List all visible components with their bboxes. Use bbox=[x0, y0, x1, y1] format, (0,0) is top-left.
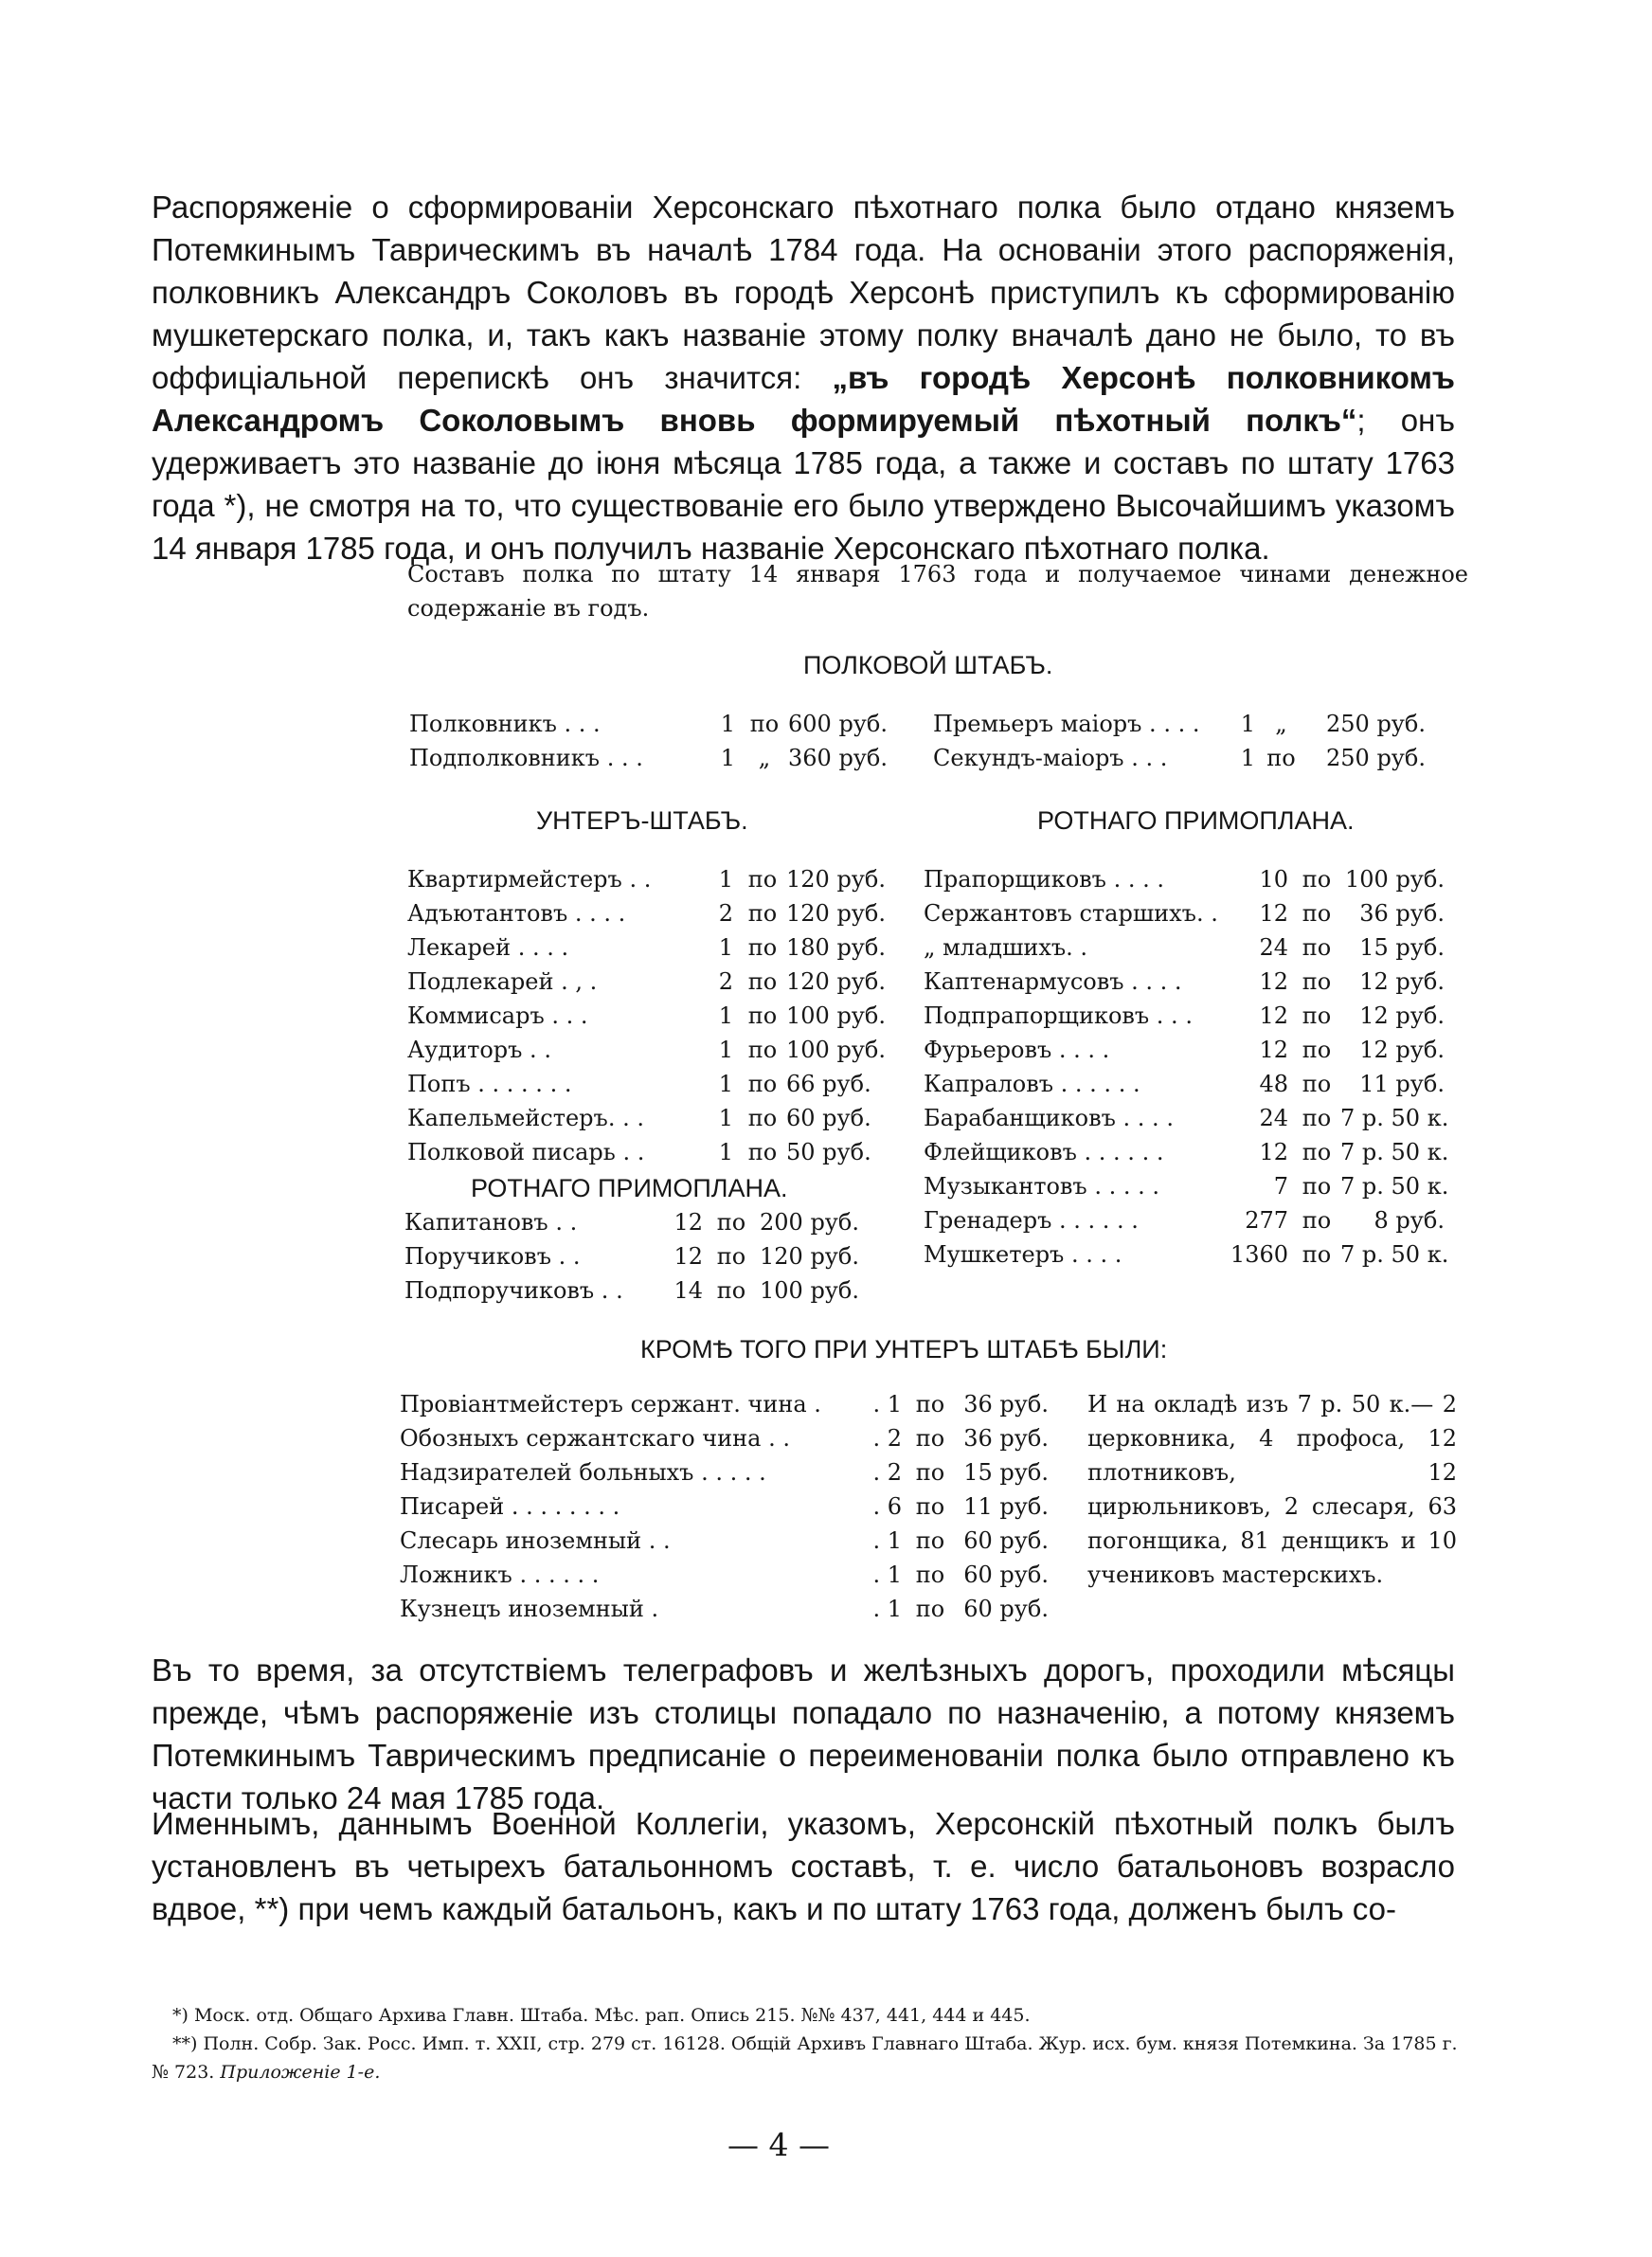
table-row bbox=[404, 1239, 859, 1273]
rank-pay: 100 руб. bbox=[1345, 866, 1445, 893]
table-row bbox=[924, 1101, 1473, 1135]
table-row bbox=[400, 1490, 1053, 1524]
table-row bbox=[924, 1237, 1473, 1272]
rank-per: по bbox=[915, 1391, 945, 1417]
rank-per: по bbox=[1302, 1207, 1332, 1234]
table-row bbox=[924, 930, 1473, 965]
additional-staff-note: И на окладѣ изъ 7 р. 50 к.— 2 церковника, 4 профоса, 12 плотниковъ, 12 цирюльниковъ, 2 слесаря, 63 погонщика, 81 денщикъ и 10 учениковъ мастерскихъ. bbox=[1087, 1391, 1457, 1588]
rank-label: Коммисаръ . . . bbox=[407, 1002, 588, 1029]
rank-label: Писарей . . . . . . . . bbox=[400, 1493, 620, 1520]
rank-label: Слесарь иноземный . . bbox=[400, 1527, 671, 1554]
rank-per: „ bbox=[1275, 711, 1287, 737]
company-ranks-table bbox=[924, 862, 1473, 1272]
rank-pay: 11 руб. bbox=[1359, 1071, 1445, 1097]
rank-pay: 36 руб. bbox=[963, 1391, 1049, 1417]
rank-label: Провіантмейстеръ сержант. чина . bbox=[400, 1391, 821, 1417]
table-row bbox=[924, 862, 1473, 896]
rank-count: . 6 bbox=[872, 1493, 902, 1520]
rank-pay: 36 руб. bbox=[1359, 900, 1445, 927]
rank-count: 2 bbox=[718, 900, 733, 927]
table-row bbox=[400, 1558, 1053, 1592]
rank-label: Секундъ-маіоръ . . . bbox=[933, 745, 1168, 771]
paragraph-2: Въ то время, за отсутствіемъ телеграфовъ и желѣзныхъ дорогъ, проходили мѣсяцы прежде, чѣмъ распоряженіе изъ столицы попадало по назначенію, а потому княземъ Потемкинымъ Таврическимъ предписаніе о переименованіи полка было отправлено къ части только 24 мая 1785 года. bbox=[152, 1652, 1455, 1815]
rank-count: 1 bbox=[718, 1037, 733, 1063]
heading-additional: КРОМѢ ТОГО ПРИ УНТЕРЪ ШТАБѢ БЫЛИ: bbox=[640, 1335, 1168, 1363]
footnote-1: *) Моск. отд. Общаго Архива Главн. Штаба. Мѣс. рап. Опись 215. №№ 437, 441, 444 и 445. bbox=[172, 2005, 1031, 2026]
rank-per: по bbox=[747, 968, 778, 995]
table-row bbox=[404, 1273, 859, 1308]
rank-count: . 2 bbox=[872, 1425, 902, 1452]
additional-staff-table bbox=[400, 1387, 1053, 1626]
intro-bold-quote: „въ городѣ Херсонѣ полковникомъ Александромъ Соколовымъ вновь формируемый пѣхотный полкъ“ bbox=[152, 360, 1455, 438]
rank-count: 1360 bbox=[1230, 1241, 1288, 1268]
rank-label: Гренадеръ . . . . . . bbox=[924, 1207, 1139, 1234]
rank-label: Попъ . . . . . . . bbox=[407, 1071, 572, 1097]
rank-pay: 15 руб. bbox=[963, 1459, 1049, 1486]
rank-pay: 60 руб. bbox=[963, 1596, 1049, 1622]
table-row bbox=[924, 999, 1473, 1033]
staff-left-table bbox=[409, 707, 888, 775]
rank-pay: 8 руб. bbox=[1374, 1207, 1445, 1234]
rank-pay: 7 р. 50 к. bbox=[1340, 1241, 1449, 1268]
rank-count: 48 bbox=[1259, 1071, 1288, 1097]
rank-label: „ младшихъ. . bbox=[924, 934, 1088, 961]
table-row bbox=[924, 1135, 1473, 1169]
rank-per: по bbox=[1302, 968, 1332, 995]
rank-per: по bbox=[1302, 934, 1332, 961]
intro-text-end: ; онъ удерживаетъ это названіе до іюня мѣсяца 1785 года, а также и составъ по штату 1763 года *), не смотря на то, что существованіе его было утверждено Высочайшимъ указомъ 14 января 1785 года, и онъ получилъ названіе Херсонскаго пѣхотнаго полка. bbox=[152, 403, 1455, 566]
heading-company-staff-right: РОТНАГО ПРИМОПЛАНА. bbox=[1037, 806, 1355, 835]
table-row bbox=[400, 1524, 1053, 1558]
table-row bbox=[933, 741, 1445, 775]
rank-per: по bbox=[915, 1493, 945, 1520]
heading-company-staff-left: РОТНАГО ПРИМОПЛАНА. bbox=[471, 1174, 788, 1202]
rank-label: Капраловъ . . . . . . bbox=[924, 1071, 1140, 1097]
rank-count: . 2 bbox=[872, 1459, 902, 1486]
rank-per: „ bbox=[758, 745, 771, 771]
rank-count: 12 bbox=[1259, 1037, 1288, 1063]
rank-pay: 60 руб. bbox=[786, 1105, 871, 1131]
rank-count: 1 bbox=[1240, 711, 1255, 737]
table-row bbox=[400, 1387, 1053, 1421]
footnote-2 bbox=[152, 2030, 1459, 2086]
rank-pay: 7 р. 50 к. bbox=[1340, 1105, 1449, 1131]
rank-count: 1 bbox=[720, 745, 735, 771]
rank-per: по bbox=[915, 1562, 945, 1588]
rank-count: 1 bbox=[718, 1139, 733, 1165]
rank-pay: 360 руб. bbox=[788, 745, 888, 771]
table-row bbox=[404, 1205, 859, 1239]
rank-label: Надзирателей больныхъ . . . . . bbox=[400, 1459, 766, 1486]
rank-label: Полковой писарь . . bbox=[407, 1139, 645, 1165]
rank-count: 7 bbox=[1273, 1173, 1288, 1200]
rank-label: Флейщиковъ . . . . . . bbox=[924, 1139, 1164, 1165]
table-row bbox=[924, 965, 1473, 999]
table-row bbox=[400, 1455, 1053, 1490]
rank-per: по bbox=[716, 1243, 746, 1270]
rank-label: Лекарей . . . . bbox=[407, 934, 569, 961]
rank-count: 14 bbox=[673, 1277, 703, 1304]
rank-label: Адъютантовъ . . . . bbox=[407, 900, 626, 927]
rank-count: 1 bbox=[720, 711, 735, 737]
rank-per: по bbox=[1302, 1173, 1332, 1200]
rank-per: по bbox=[1302, 1241, 1332, 1268]
rank-pay: 120 руб. bbox=[786, 968, 886, 995]
rank-label: Обозныхъ сержантскаго чина . . bbox=[400, 1425, 790, 1452]
rank-count: 1 bbox=[718, 934, 733, 961]
table-row bbox=[924, 1203, 1473, 1237]
rank-label: Мушкетеръ . . . . bbox=[924, 1241, 1122, 1268]
rank-count: 12 bbox=[1259, 1002, 1288, 1029]
rank-per: по bbox=[915, 1425, 945, 1452]
rank-label: Музыкантовъ . . . . . bbox=[924, 1173, 1159, 1200]
rank-pay: 600 руб. bbox=[788, 711, 888, 737]
rank-per: по bbox=[1302, 1105, 1332, 1131]
rank-pay: 15 руб. bbox=[1359, 934, 1445, 961]
rank-pay: 250 руб. bbox=[1326, 711, 1426, 737]
rank-per: по bbox=[1302, 1037, 1332, 1063]
rank-count: 1 bbox=[718, 866, 733, 893]
table-row bbox=[407, 1033, 886, 1067]
rank-pay: 250 руб. bbox=[1326, 745, 1426, 771]
rank-count: . 1 bbox=[872, 1527, 902, 1554]
rank-count: . 1 bbox=[872, 1391, 902, 1417]
rank-count: 12 bbox=[1259, 1139, 1288, 1165]
rank-pay: 100 руб. bbox=[786, 1037, 886, 1063]
rank-per: по bbox=[747, 866, 778, 893]
rank-pay: 12 руб. bbox=[1359, 1037, 1445, 1063]
rank-label: Поручиковъ . . bbox=[404, 1243, 581, 1270]
rank-pay: 200 руб. bbox=[760, 1209, 859, 1236]
rank-per: по bbox=[716, 1209, 746, 1236]
rank-per: по bbox=[915, 1596, 945, 1622]
table-caption: Составъ полка по штату 14 января 1763 года и получаемое чинами денежное содержаніе въ годъ. bbox=[407, 561, 1468, 622]
intro-paragraph bbox=[152, 186, 1455, 569]
table-row bbox=[924, 1067, 1473, 1101]
rank-label: Сержантовъ старшихъ. . bbox=[924, 900, 1218, 927]
table-row bbox=[407, 1067, 871, 1101]
rank-count: 24 bbox=[1259, 1105, 1288, 1131]
rank-per: по bbox=[747, 1105, 778, 1131]
rank-label: Подлекарей . , . bbox=[407, 968, 598, 995]
rank-per: по bbox=[749, 711, 780, 737]
table-row bbox=[407, 1135, 871, 1169]
rank-label: Ложникъ . . . . . . bbox=[400, 1562, 600, 1588]
rank-count: 1 bbox=[718, 1071, 733, 1097]
rank-per: по bbox=[716, 1277, 746, 1304]
rank-count: . 1 bbox=[872, 1562, 902, 1588]
rank-per: по bbox=[747, 1037, 778, 1063]
rank-pay: 120 руб. bbox=[786, 900, 886, 927]
table-row bbox=[924, 896, 1473, 930]
rank-per: по bbox=[1266, 745, 1296, 771]
rank-count: 12 bbox=[1259, 900, 1288, 927]
page-number: — 4 — bbox=[727, 2126, 830, 2163]
table-row bbox=[400, 1592, 1053, 1626]
table-row bbox=[924, 1169, 1473, 1203]
rank-pay: 120 руб. bbox=[760, 1243, 859, 1270]
rank-label: Фурьеровъ . . . . bbox=[924, 1037, 1110, 1063]
rank-label: Подпрапорщиковъ . . . bbox=[924, 1002, 1193, 1029]
table-row bbox=[400, 1421, 1053, 1455]
rank-count: 12 bbox=[1259, 968, 1288, 995]
rank-label: Кузнецъ иноземный . bbox=[400, 1596, 659, 1622]
rank-per: по bbox=[747, 1071, 778, 1097]
rank-pay: 100 руб. bbox=[760, 1277, 859, 1304]
heading-regimental-staff: ПОЛКОВОЙ ШТАБЪ. bbox=[803, 651, 1053, 679]
rank-pay: 12 руб. bbox=[1359, 968, 1445, 995]
heading-unter-staff: УНТЕРЪ-ШТАБЪ. bbox=[536, 806, 748, 835]
rank-pay: 120 руб. bbox=[786, 866, 886, 893]
table-row bbox=[407, 1101, 871, 1135]
rank-label: Аудиторъ . . bbox=[407, 1037, 551, 1063]
rank-pay: 11 руб. bbox=[963, 1493, 1049, 1520]
rank-count: 277 bbox=[1245, 1207, 1288, 1234]
rank-label: Полковникъ . . . bbox=[409, 711, 601, 737]
rank-pay: 60 руб. bbox=[963, 1527, 1049, 1554]
rank-per: по bbox=[747, 1002, 778, 1029]
rank-label: Прапорщиковъ . . . . bbox=[924, 866, 1164, 893]
rank-pay: 100 руб. bbox=[786, 1002, 886, 1029]
rank-count: 1 bbox=[718, 1105, 733, 1131]
rank-count: . 1 bbox=[872, 1596, 902, 1622]
rank-count: 10 bbox=[1259, 866, 1288, 893]
rank-pay: 60 руб. bbox=[963, 1562, 1049, 1588]
table-row bbox=[933, 707, 1445, 741]
rank-count: 1 bbox=[718, 1002, 733, 1029]
unter-staff-table bbox=[407, 862, 886, 1169]
table-row bbox=[407, 862, 886, 896]
footnote-2-appendix: Приложеніе 1-е. bbox=[220, 2062, 381, 2083]
rank-label: Каптенармусовъ . . . . bbox=[924, 968, 1182, 995]
rank-count: 2 bbox=[718, 968, 733, 995]
rank-per: по bbox=[1302, 1002, 1332, 1029]
rank-label: Капитановъ . . bbox=[404, 1209, 578, 1236]
rank-pay: 12 руб. bbox=[1359, 1002, 1445, 1029]
staff-right-table bbox=[933, 707, 1445, 775]
company-officers-table bbox=[404, 1205, 859, 1308]
rank-pay: 180 руб. bbox=[786, 934, 886, 961]
rank-per: по bbox=[915, 1459, 945, 1486]
table-row bbox=[409, 707, 888, 741]
rank-pay: 36 руб. bbox=[963, 1425, 1049, 1452]
rank-label: Подполковникъ . . . bbox=[409, 745, 643, 771]
rank-per: по bbox=[747, 934, 778, 961]
table-row bbox=[407, 930, 886, 965]
rank-pay: 7 р. 50 к. bbox=[1340, 1173, 1449, 1200]
rank-per: по bbox=[747, 1139, 778, 1165]
rank-per: по bbox=[747, 900, 778, 927]
table-row bbox=[924, 1033, 1473, 1067]
rank-label: Капельмейстеръ. . . bbox=[407, 1105, 644, 1131]
rank-count: 24 bbox=[1259, 934, 1288, 961]
table-row bbox=[407, 965, 886, 999]
table-row bbox=[409, 741, 888, 775]
footnote-2-text: **) Полн. Собр. Зак. Росс. Имп. т. XXII, стр. 279 ст. 16128. Общій Архивъ Главнаго Штаба. Жур. исх. бум. князя Потемкина. За 1785 г. № 723. bbox=[152, 2033, 1458, 2083]
rank-per: по bbox=[1302, 866, 1332, 893]
rank-per: по bbox=[1302, 1139, 1332, 1165]
rank-label: Барабанщиковъ . . . . bbox=[924, 1105, 1174, 1131]
rank-per: по bbox=[1302, 900, 1332, 927]
rank-pay: 50 руб. bbox=[786, 1139, 871, 1165]
rank-per: по bbox=[915, 1527, 945, 1554]
intro-text-start: Распоряженіе о сформированіи Херсонскаго пѣхотнаго полка было отдано княземъ Потемкинымъ Таврическимъ въ началѣ 1784 года. На основаніи этого распоряженія, полковникъ Александръ Соколовъ въ городѣ Херсонѣ приступилъ къ сформированію мушкетерскаго полка, и, такъ какъ названіе этому полку вначалѣ дано не было, то въ оффиціальной перепискѣ онъ значится: bbox=[152, 190, 1455, 395]
table-row bbox=[407, 896, 886, 930]
table-row bbox=[407, 999, 886, 1033]
rank-count: 1 bbox=[1240, 745, 1255, 771]
rank-pay: 66 руб. bbox=[786, 1071, 871, 1097]
rank-label: Премьеръ маіоръ . . . . bbox=[933, 711, 1200, 737]
rank-label: Квартирмейстеръ . . bbox=[407, 866, 652, 893]
rank-pay: 7 р. 50 к. bbox=[1340, 1139, 1449, 1165]
rank-count: 12 bbox=[673, 1243, 703, 1270]
rank-per: по bbox=[1302, 1071, 1332, 1097]
paragraph-3: Именнымъ, даннымъ Военной Коллегіи, указомъ, Херсонскій пѣхотный полкъ былъ установленъ въ четырехъ батальонномъ составѣ, т. е. число батальоновъ возрасло вдвое, **) при чемъ каждый батальонъ, какъ и по штату 1763 года, долженъ былъ со- bbox=[152, 1806, 1455, 1926]
rank-label: Подпоручиковъ . . bbox=[404, 1277, 623, 1304]
rank-count: 12 bbox=[673, 1209, 703, 1236]
